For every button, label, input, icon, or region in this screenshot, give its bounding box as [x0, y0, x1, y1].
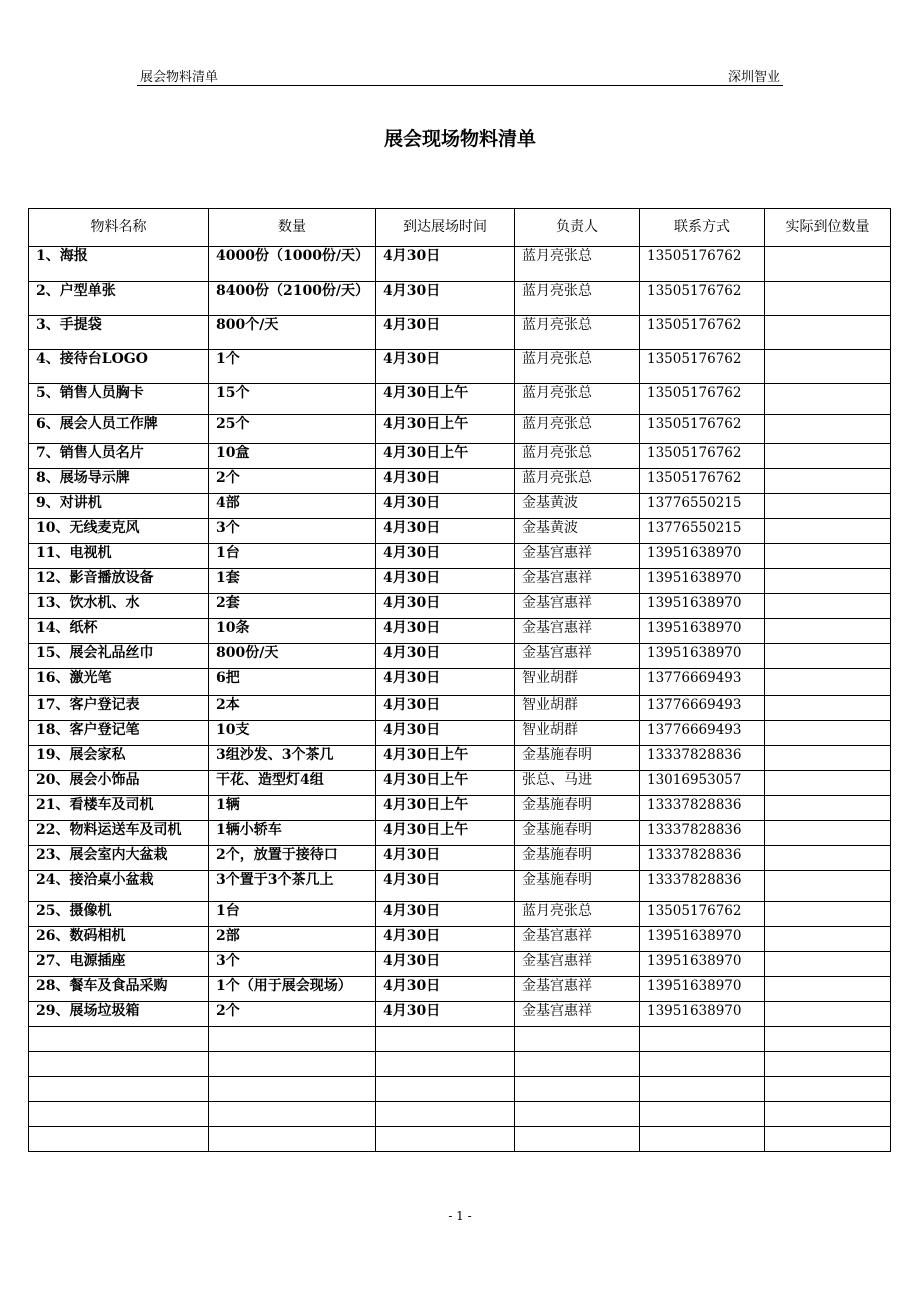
table-row — [29, 644, 891, 669]
quantity-cell — [209, 1102, 376, 1127]
person-in-charge-cell: 金基宫惠祥 — [515, 1002, 640, 1027]
contact-cell: 13505176762 — [640, 282, 765, 316]
arrival-time-cell: 4月30日 — [376, 619, 515, 644]
arrival-time-cell: 4月30日 — [376, 519, 515, 544]
quantity-cell: 2套 — [209, 594, 376, 619]
column-header: 到达展场时间 — [376, 209, 515, 247]
arrival-time-cell: 4月30日 — [376, 644, 515, 669]
material-name-cell: 13、饮水机、水 — [29, 594, 209, 619]
table-row — [29, 350, 891, 384]
contact-cell: 13951638970 — [640, 952, 765, 977]
contact-cell: 13505176762 — [640, 444, 765, 469]
person-in-charge-cell: 蓝月亮张总 — [515, 444, 640, 469]
table-row — [29, 771, 891, 796]
contact-cell: 13951638970 — [640, 927, 765, 952]
material-name-cell — [29, 1077, 209, 1102]
material-name-cell: 23、展会室内大盆栽 — [29, 846, 209, 871]
table-row — [29, 821, 891, 846]
person-in-charge-cell: 蓝月亮张总 — [515, 282, 640, 316]
person-in-charge-cell: 金基宫惠祥 — [515, 544, 640, 569]
actual-quantity-cell — [765, 247, 891, 282]
table-row — [29, 316, 891, 350]
quantity-cell: 1套 — [209, 569, 376, 594]
header-right: 深圳智业 — [727, 70, 780, 85]
material-name-cell: 22、物料运送车及司机 — [29, 821, 209, 846]
arrival-time-cell: 4月30日 — [376, 721, 515, 746]
contact-cell: 13776550215 — [640, 494, 765, 519]
actual-quantity-cell — [765, 1102, 891, 1127]
contact-cell: 13776669493 — [640, 696, 765, 721]
quantity-cell: 2个 — [209, 469, 376, 494]
contact-cell: 13951638970 — [640, 1002, 765, 1027]
quantity-cell: 1台 — [209, 902, 376, 927]
header-left: 展会物料清单 — [140, 70, 219, 85]
actual-quantity-cell — [765, 569, 891, 594]
quantity-cell: 800个/天 — [209, 316, 376, 350]
person-in-charge-cell — [515, 1102, 640, 1127]
arrival-time-cell: 4月30日上午 — [376, 415, 515, 444]
quantity-cell: 6把 — [209, 669, 376, 696]
arrival-time-cell: 4月30日 — [376, 282, 515, 316]
material-name-cell: 11、电视机 — [29, 544, 209, 569]
table-row — [29, 282, 891, 316]
arrival-time-cell: 4月30日上午 — [376, 384, 515, 415]
person-in-charge-cell: 张总、马进 — [515, 771, 640, 796]
person-in-charge-cell: 金基宫惠祥 — [515, 594, 640, 619]
material-name-cell: 3、手提袋 — [29, 316, 209, 350]
arrival-time-cell: 4月30日 — [376, 569, 515, 594]
actual-quantity-cell — [765, 1077, 891, 1102]
contact-cell — [640, 1052, 765, 1077]
actual-quantity-cell — [765, 544, 891, 569]
quantity-cell: 10支 — [209, 721, 376, 746]
contact-cell: 13951638970 — [640, 544, 765, 569]
material-name-cell: 7、销售人员名片 — [29, 444, 209, 469]
arrival-time-cell: 4月30日 — [376, 977, 515, 1002]
arrival-time-cell: 4月30日 — [376, 247, 515, 282]
quantity-cell: 10盒 — [209, 444, 376, 469]
material-name-cell: 15、展会礼品丝巾 — [29, 644, 209, 669]
arrival-time-cell: 4月30日上午 — [376, 444, 515, 469]
materials-table — [28, 208, 891, 1152]
arrival-time-cell: 4月30日 — [376, 544, 515, 569]
column-header: 数量 — [209, 209, 376, 247]
column-header: 物料名称 — [29, 209, 209, 247]
table-row — [29, 519, 891, 544]
material-name-cell: 19、展会家私 — [29, 746, 209, 771]
actual-quantity-cell — [765, 1027, 891, 1052]
contact-cell: 13951638970 — [640, 619, 765, 644]
material-name-cell: 6、展会人员工作牌 — [29, 415, 209, 444]
arrival-time-cell: 4月30日 — [376, 902, 515, 927]
table-row — [29, 1052, 891, 1077]
quantity-cell: 2个，放置于接待口 — [209, 846, 376, 871]
actual-quantity-cell — [765, 444, 891, 469]
contact-cell: 13505176762 — [640, 902, 765, 927]
actual-quantity-cell — [765, 1052, 891, 1077]
quantity-cell: 800份/天 — [209, 644, 376, 669]
contact-cell: 13337828836 — [640, 746, 765, 771]
contact-cell: 13505176762 — [640, 316, 765, 350]
material-name-cell: 20、展会小饰品 — [29, 771, 209, 796]
material-name-cell — [29, 1127, 209, 1152]
actual-quantity-cell — [765, 519, 891, 544]
arrival-time-cell: 4月30日 — [376, 927, 515, 952]
contact-cell: 13505176762 — [640, 415, 765, 444]
material-name-cell: 8、展场导示牌 — [29, 469, 209, 494]
table-row — [29, 594, 891, 619]
person-in-charge-cell: 金基施春明 — [515, 871, 640, 902]
contact-cell: 13016953057 — [640, 771, 765, 796]
arrival-time-cell: 4月30日 — [376, 469, 515, 494]
actual-quantity-cell — [765, 846, 891, 871]
table-row — [29, 1102, 891, 1127]
actual-quantity-cell — [765, 927, 891, 952]
arrival-time-cell: 4月30日 — [376, 494, 515, 519]
actual-quantity-cell — [765, 1127, 891, 1152]
table-row — [29, 669, 891, 696]
person-in-charge-cell: 蓝月亮张总 — [515, 415, 640, 444]
header-divider — [137, 85, 783, 86]
quantity-cell: 3个 — [209, 952, 376, 977]
arrival-time-cell: 4月30日 — [376, 594, 515, 619]
table-row — [29, 384, 891, 415]
contact-cell — [640, 1127, 765, 1152]
person-in-charge-cell: 金基宫惠祥 — [515, 977, 640, 1002]
person-in-charge-cell: 金基施春明 — [515, 796, 640, 821]
arrival-time-cell — [376, 1027, 515, 1052]
material-name-cell: 12、影音播放设备 — [29, 569, 209, 594]
quantity-cell: 2本 — [209, 696, 376, 721]
quantity-cell — [209, 1127, 376, 1152]
person-in-charge-cell: 蓝月亮张总 — [515, 247, 640, 282]
material-name-cell: 25、摄像机 — [29, 902, 209, 927]
column-header: 联系方式 — [640, 209, 765, 247]
arrival-time-cell: 4月30日上午 — [376, 746, 515, 771]
person-in-charge-cell: 金基施春明 — [515, 821, 640, 846]
actual-quantity-cell — [765, 902, 891, 927]
arrival-time-cell: 4月30日 — [376, 1002, 515, 1027]
table-row — [29, 952, 891, 977]
quantity-cell: 8400份（2100份/天） — [209, 282, 376, 316]
arrival-time-cell — [376, 1102, 515, 1127]
actual-quantity-cell — [765, 669, 891, 696]
table-row — [29, 569, 891, 594]
arrival-time-cell: 4月30日上午 — [376, 771, 515, 796]
person-in-charge-cell — [515, 1052, 640, 1077]
contact-cell: 13337828836 — [640, 846, 765, 871]
table-row — [29, 1027, 891, 1052]
arrival-time-cell: 4月30日 — [376, 846, 515, 871]
person-in-charge-cell: 金基宫惠祥 — [515, 952, 640, 977]
actual-quantity-cell — [765, 796, 891, 821]
person-in-charge-cell: 金基宫惠祥 — [515, 644, 640, 669]
quantity-cell: 1个（用于展会现场） — [209, 977, 376, 1002]
material-name-cell: 28、餐车及食品采购 — [29, 977, 209, 1002]
page-title: 展会现场物料清单 — [383, 128, 536, 150]
quantity-cell: 4部 — [209, 494, 376, 519]
person-in-charge-cell: 蓝月亮张总 — [515, 902, 640, 927]
actual-quantity-cell — [765, 746, 891, 771]
actual-quantity-cell — [765, 619, 891, 644]
actual-quantity-cell — [765, 821, 891, 846]
arrival-time-cell: 4月30日上午 — [376, 796, 515, 821]
actual-quantity-cell — [765, 384, 891, 415]
material-name-cell: 1、海报 — [29, 247, 209, 282]
table-row — [29, 796, 891, 821]
contact-cell: 13776669493 — [640, 669, 765, 696]
person-in-charge-cell: 金基宫惠祥 — [515, 569, 640, 594]
contact-cell: 13337828836 — [640, 871, 765, 902]
person-in-charge-cell: 金基施春明 — [515, 746, 640, 771]
actual-quantity-cell — [765, 494, 891, 519]
actual-quantity-cell — [765, 1002, 891, 1027]
arrival-time-cell — [376, 1077, 515, 1102]
contact-cell: 13337828836 — [640, 796, 765, 821]
person-in-charge-cell: 金基宫惠祥 — [515, 619, 640, 644]
material-name-cell: 10、无线麦克风 — [29, 519, 209, 544]
table-row — [29, 746, 891, 771]
actual-quantity-cell — [765, 871, 891, 902]
actual-quantity-cell — [765, 721, 891, 746]
table-row — [29, 415, 891, 444]
table-row — [29, 902, 891, 927]
quantity-cell: 15个 — [209, 384, 376, 415]
person-in-charge-cell: 蓝月亮张总 — [515, 469, 640, 494]
person-in-charge-cell: 蓝月亮张总 — [515, 316, 640, 350]
quantity-cell — [209, 1027, 376, 1052]
arrival-time-cell — [376, 1127, 515, 1152]
quantity-cell: 1台 — [209, 544, 376, 569]
quantity-cell: 10条 — [209, 619, 376, 644]
material-name-cell: 29、展场垃圾箱 — [29, 1002, 209, 1027]
column-header: 实际到位数量 — [765, 209, 891, 247]
actual-quantity-cell — [765, 696, 891, 721]
contact-cell: 13776669493 — [640, 721, 765, 746]
contact-cell: 13505176762 — [640, 469, 765, 494]
quantity-cell: 3个置于3个茶几上 — [209, 871, 376, 902]
person-in-charge-cell: 金基黄波 — [515, 519, 640, 544]
quantity-cell: 3个 — [209, 519, 376, 544]
quantity-cell: 1辆小轿车 — [209, 821, 376, 846]
table-row — [29, 721, 891, 746]
arrival-time-cell: 4月30日 — [376, 350, 515, 384]
arrival-time-cell: 4月30日 — [376, 669, 515, 696]
arrival-time-cell: 4月30日 — [376, 696, 515, 721]
quantity-cell: 4000份（1000份/天） — [209, 247, 376, 282]
actual-quantity-cell — [765, 952, 891, 977]
material-name-cell: 2、户型单张 — [29, 282, 209, 316]
person-in-charge-cell — [515, 1027, 640, 1052]
arrival-time-cell: 4月30日 — [376, 871, 515, 902]
quantity-cell: 2部 — [209, 927, 376, 952]
material-name-cell: 14、纸杯 — [29, 619, 209, 644]
material-name-cell: 16、激光笔 — [29, 669, 209, 696]
material-name-cell: 9、对讲机 — [29, 494, 209, 519]
contact-cell: 13505176762 — [640, 350, 765, 384]
table-row — [29, 927, 891, 952]
contact-cell: 13951638970 — [640, 977, 765, 1002]
quantity-cell: 25个 — [209, 415, 376, 444]
actual-quantity-cell — [765, 644, 891, 669]
material-name-cell: 4、接待台LOGO — [29, 350, 209, 384]
contact-cell — [640, 1027, 765, 1052]
person-in-charge-cell — [515, 1077, 640, 1102]
actual-quantity-cell — [765, 469, 891, 494]
table-row — [29, 1002, 891, 1027]
material-name-cell: 26、数码相机 — [29, 927, 209, 952]
actual-quantity-cell — [765, 594, 891, 619]
contact-cell — [640, 1102, 765, 1127]
column-header: 负责人 — [515, 209, 640, 247]
actual-quantity-cell — [765, 771, 891, 796]
contact-cell: 13951638970 — [640, 569, 765, 594]
person-in-charge-cell: 金基黄波 — [515, 494, 640, 519]
quantity-cell — [209, 1052, 376, 1077]
table-row — [29, 247, 891, 282]
arrival-time-cell — [376, 1052, 515, 1077]
actual-quantity-cell — [765, 977, 891, 1002]
arrival-time-cell: 4月30日 — [376, 316, 515, 350]
material-name-cell: 24、接洽桌小盆栽 — [29, 871, 209, 902]
material-name-cell — [29, 1052, 209, 1077]
table-row — [29, 696, 891, 721]
table-header-row — [29, 209, 891, 247]
quantity-cell: 干花、造型灯4组 — [209, 771, 376, 796]
contact-cell: 13505176762 — [640, 247, 765, 282]
quantity-cell — [209, 1077, 376, 1102]
material-name-cell — [29, 1102, 209, 1127]
table-row — [29, 444, 891, 469]
arrival-time-cell: 4月30日上午 — [376, 821, 515, 846]
table-row — [29, 619, 891, 644]
table-row — [29, 977, 891, 1002]
quantity-cell: 2个 — [209, 1002, 376, 1027]
table-row — [29, 846, 891, 871]
material-name-cell: 17、客户登记表 — [29, 696, 209, 721]
material-name-cell: 27、电源插座 — [29, 952, 209, 977]
quantity-cell: 3组沙发、3个茶几 — [209, 746, 376, 771]
contact-cell: 13951638970 — [640, 644, 765, 669]
material-name-cell: 5、销售人员胸卡 — [29, 384, 209, 415]
table-row — [29, 544, 891, 569]
material-name-cell — [29, 1027, 209, 1052]
contact-cell — [640, 1077, 765, 1102]
contact-cell: 13951638970 — [640, 594, 765, 619]
table-row — [29, 1127, 891, 1152]
person-in-charge-cell — [515, 1127, 640, 1152]
arrival-time-cell: 4月30日 — [376, 952, 515, 977]
contact-cell: 13776550215 — [640, 519, 765, 544]
actual-quantity-cell — [765, 316, 891, 350]
actual-quantity-cell — [765, 350, 891, 384]
person-in-charge-cell: 蓝月亮张总 — [515, 350, 640, 384]
person-in-charge-cell: 智业胡群 — [515, 696, 640, 721]
actual-quantity-cell — [765, 415, 891, 444]
page-number: - 1 - — [448, 1209, 472, 1223]
quantity-cell: 1个 — [209, 350, 376, 384]
actual-quantity-cell — [765, 282, 891, 316]
table-row — [29, 494, 891, 519]
contact-cell: 13505176762 — [640, 384, 765, 415]
contact-cell: 13337828836 — [640, 821, 765, 846]
person-in-charge-cell: 蓝月亮张总 — [515, 384, 640, 415]
table-row — [29, 1077, 891, 1102]
person-in-charge-cell: 智业胡群 — [515, 669, 640, 696]
material-name-cell: 18、客户登记笔 — [29, 721, 209, 746]
material-name-cell: 21、看楼车及司机 — [29, 796, 209, 821]
table-row — [29, 469, 891, 494]
quantity-cell: 1辆 — [209, 796, 376, 821]
person-in-charge-cell: 金基宫惠祥 — [515, 927, 640, 952]
person-in-charge-cell: 金基施春明 — [515, 846, 640, 871]
person-in-charge-cell: 智业胡群 — [515, 721, 640, 746]
table-row — [29, 871, 891, 902]
